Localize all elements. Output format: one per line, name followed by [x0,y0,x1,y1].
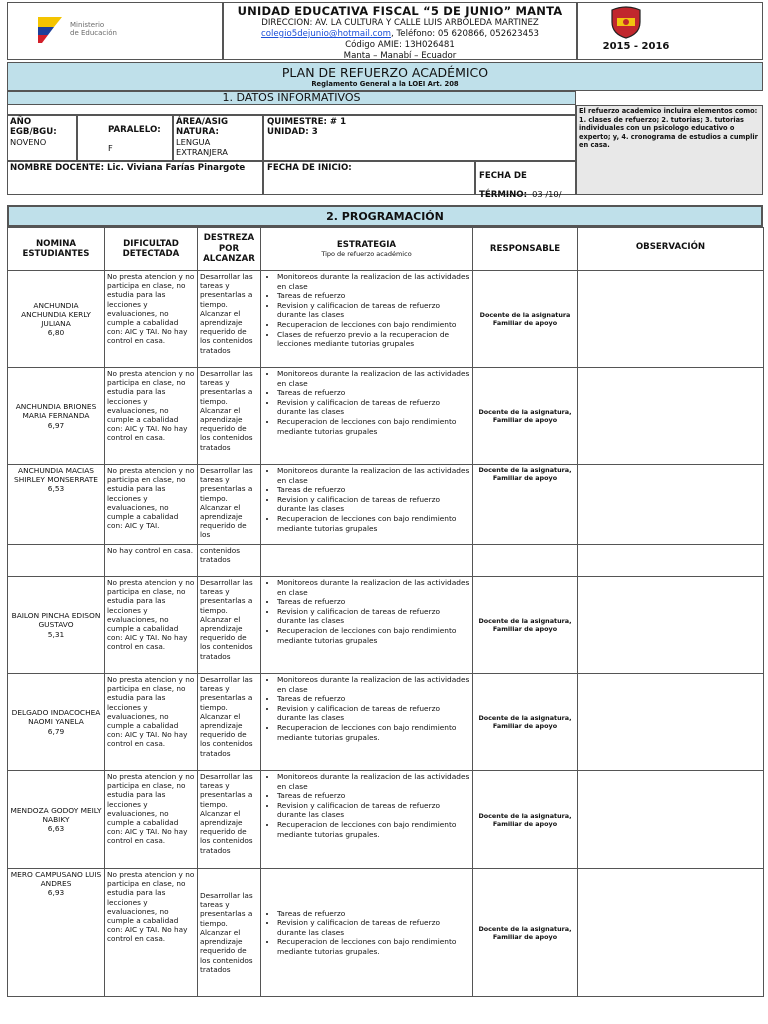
dificultad-cell: No presta atencion y no participa en clase, no estudia para las lecciones y evaluaciones, no cumple a cabalidad con: AIC y TAI. No hay control en casa. [105,771,198,869]
destreza-cell: Desarrollar las tareas y presentarlas a tiempo. Alcanzar el aprendizaje requerido de los contenidos tratados [198,368,261,465]
estrategia-item: • Recuperacion de lecciones con bajo rendimiento mediante tutorias grupales [277,626,470,645]
school-contact: colegio5dejunio@hotmail.com, Teléfono: 05 620866, 052623453 [260,29,540,39]
estrategia-item: • Monitoreos durante la realizacion de las actividades en clase [277,272,470,291]
estrategia-list [263,272,470,349]
estrategia-item: • Recuperacion de lecciones con bajo rendimiento mediante tutorias grupales. [277,723,470,742]
estrategia-cell [261,869,473,997]
area-cell: ÁREA/ASIG NATURA: LENGUA EXTRANJERA [173,115,263,161]
section-2-title: 2. PROGRAMACIÓN [7,205,763,227]
observacion-cell [578,674,764,771]
col-destreza: DESTREZA POR ALCANZAR [198,228,261,271]
col-responsable: RESPONSABLE [473,228,578,271]
inicio-cell: FECHA DE INICIO: [263,161,475,195]
col-observacion: OBSERVACIÓN [578,228,764,271]
estrategia-list [263,675,470,742]
plan-title: PLAN DE REFUERZO ACADÉMICO [281,65,489,80]
estrategia-item: • Tareas de refuerzo [277,791,470,801]
ministry-logo-text: Ministerio de Educación [70,21,117,37]
observacion-cell [578,771,764,869]
student-grade: 6,93 [47,888,65,898]
estrategia-item: • Tareas de refuerzo [277,485,470,495]
destreza-cell: Desarrollar las tareas y presentarlas a tiempo. Alcanzar el aprendizaje requerido de los contenidos tratados [198,674,261,771]
responsable-cell: Docente de la asignatura, Familiar de apoyo [473,465,578,545]
header-logo-cell [7,2,223,60]
observacion-cell [578,869,764,997]
estrategia-item: • Tareas de refuerzo [277,388,470,398]
dificultad-cell: No presta atencion y no participa en clase, no estudia para las lecciones y evaluaciones, no cumple a cabalidad con: AIC y TAI. No hay control en casa. [105,869,198,997]
observacion-cell [578,271,764,368]
estrategia-item: • Recuperacion de lecciones con bajo rendimiento mediante tutorias grupales. [277,820,470,839]
dificultad-cell: No presta atencion y no participa en clase, no estudia para las lecciones y evaluaciones, no cumple a cabalidad con: AIC y TAI. No hay control en casa. [105,577,198,674]
table-row [8,577,764,674]
destreza-cell: contenidos tratados [198,545,261,577]
estrategia-item: • Monitoreos durante la realizacion de las actividades en clase [277,466,470,485]
observacion-cell [578,545,764,577]
estrategia-item: • Monitoreos durante la realizacion de las actividades en clase [277,772,470,791]
estrategia-cell [261,465,473,545]
estrategia-item: • Recuperacion de lecciones con bajo rendimiento [277,320,470,330]
student-grade: 6,79 [47,726,65,736]
table-row [8,545,764,577]
responsable-cell [473,545,578,577]
header-year-cell [577,2,763,60]
spacer-row [7,105,576,115]
student-cell [8,674,105,771]
student-name: ANCHUNDIA MACIAS SHIRLEY MONSERRATE [14,466,98,485]
observacion-cell [578,368,764,465]
estrategia-item: • Revision y calificacion de tareas de refuerzo durante las clases [277,301,470,320]
destreza-cell: Desarrollar las tareas y presentarlas a tiempo. Alcanzar el aprendizaje requerido de los [198,465,261,545]
dificultad-cell: No presta atencion y no participa en clase, no estudia para las lecciones y evaluaciones, no cumple a cabalidad con: AIC y TAI. [105,465,198,545]
estrategia-cell [261,271,473,368]
table-row [8,771,764,869]
student-name: MENDOZA GODOY MEILY NABIKY [10,805,102,824]
plan-title-band [7,62,763,91]
estrategia-item: • Tareas de refuerzo [277,291,470,301]
school-name: UNIDAD EDUCATIVA FISCAL “5 DE JUNIO” MANTA [237,4,563,18]
estrategia-list [263,466,470,533]
estrategia-item: • Revision y calificacion de tareas de refuerzo durante las clases [277,704,470,723]
estrategia-item: • Clases de refuerzo previo a la recuperacion de lecciones mediante tutorias grupales [277,330,470,349]
estrategia-item: • Tareas de refuerzo [277,694,470,704]
email-link[interactable]: colegio5dejunio@hotmail.com [260,29,392,39]
quimestre-cell: QUIMESTRE: # 1 UNIDAD: 3 [263,115,576,161]
estrategia-item: • Tareas de refuerzo [277,597,470,607]
ecuador-flag-icon [36,15,66,47]
plan-subtitle: Reglamento General a la LOEI Art. 208 [311,80,459,88]
responsable-cell: Docente de la asignatura, Familiar de apoyo [473,771,578,869]
student-grade: 6,63 [47,824,65,834]
col-nomina: NOMINA ESTUDIANTES [8,228,105,271]
dificultad-cell: No presta atencion y no participa en clase, no estudia para las lecciones y evaluaciones, no cumple a cabalidad con: AIC y TAI. No hay control en casa. [105,271,198,368]
destreza-cell: Desarrollar las tareas y presentarlas a tiempo. Alcanzar el aprendizaje requerido de los contenidos tratados [198,771,261,869]
table-row [8,869,764,997]
table-header-row [8,228,764,271]
destreza-cell: Desarrollar las tareas y presentarlas a tiempo. Alcanzar el aprendizaje requerido de los contenidos tratados [198,577,261,674]
termino-cell: FECHA DE TÉRMINO: 03 /10/ [475,161,576,195]
estrategia-item: • Monitoreos durante la realizacion de las actividades en clase [277,675,470,694]
observacion-cell [578,465,764,545]
student-cell [8,545,105,577]
refuerzo-note: El refuerzo academico incluira elementos como: 1. clases de refuerzo; 2. tutorias; 3. tutorias individuales con un psicologo educativo o experto; y, 4. cronograma de estudios a cumplir en casa. [576,105,763,195]
student-cell [8,368,105,465]
school-address: DIRECCION: AV. LA CULTURA Y CALLE LUIS ARBOLEDA MARTINEZ [261,18,539,28]
observacion-cell [578,577,764,674]
datos-grid [7,105,763,200]
student-grade: 6,97 [47,420,65,430]
school-location: Manta – Manabí – Ecuador [343,51,457,61]
header-school-info [223,2,577,60]
estrategia-item: • Revision y calificacion de tareas de refuerzo durante las clases [277,801,470,820]
student-name: ANCHUNDIA BRIONES MARIA FERNANDA [15,402,97,421]
estrategia-list [263,578,470,645]
dificultad-cell: No hay control en casa. [105,545,198,577]
estrategia-list [263,369,470,436]
school-crest-icon [608,6,644,40]
responsable-cell: Docente de la asignatura, Familiar de apoyo [473,368,578,465]
estrategia-cell [261,545,473,577]
student-cell [8,577,105,674]
student-cell [8,771,105,869]
programacion-body [8,271,764,997]
estrategia-cell [261,577,473,674]
estrategia-cell [261,368,473,465]
estrategia-item: • Monitoreos durante la realizacion de las actividades en clase [277,369,470,388]
student-cell [8,869,105,997]
estrategia-item: • Revision y calificacion de tareas de refuerzo durante las clases [277,918,470,937]
col-estrategia: ESTRATEGIA Tipo de refuerzo académico [261,228,473,271]
school-year: 2015 - 2016 [602,41,670,52]
estrategia-item: • Revision y calificacion de tareas de refuerzo durante las clases [277,495,470,514]
destreza-cell: Desarrollar las tareas y presentarlas a tiempo. Alcanzar el aprendizaje requerido de los contenidos tratados [198,869,261,997]
estrategia-item: • Monitoreos durante la realizacion de las actividades en clase [277,578,470,597]
estrategia-item: • Tareas de refuerzo [277,909,470,919]
student-name: BAILON PINCHA EDISON GUSTAVO [11,611,101,630]
docente-cell: NOMBRE DOCENTE: Lic. Viviana Farías Pinargote [7,161,263,195]
estrategia-item: • Recuperacion de lecciones con bajo rendimiento mediante tutorias grupales [277,417,470,436]
student-grade: 6,53 [47,484,65,494]
anio-cell: AÑO EGB/BGU: NOVENO [7,115,77,161]
paralelo-cell: PARALELO: F [77,115,173,161]
estrategia-item: • Revision y calificacion de tareas de refuerzo durante las clases [277,607,470,626]
student-name: MERO CAMPUSANO LUIS ANDRES [10,870,102,889]
estrategia-item: • Revision y calificacion de tareas de refuerzo durante las clases [277,398,470,417]
school-amie: Código AMIE: 13H026481 [345,40,455,50]
table-row [8,465,764,545]
table-row [8,271,764,368]
programacion-table [7,227,764,997]
responsable-cell: Docente de la asignatura, Familiar de apoyo [473,577,578,674]
dificultad-cell: No presta atencion y no participa en clase, no estudia para las lecciones y evaluaciones, no cumple a cabalidad con: AIC y TAI. No hay control en casa. [105,368,198,465]
responsable-cell: Docente de la asignatura, Familiar de apoyo [473,869,578,997]
estrategia-item: • Recuperacion de lecciones con bajo rendimiento mediante tutorias grupales. [277,937,470,956]
col-dificultad: DIFICULTAD DETECTADA [105,228,198,271]
estrategia-list [263,772,470,839]
responsable-cell: Docente de la asignatura, Familiar de apoyo [473,674,578,771]
dificultad-cell: No presta atencion y no participa en clase, no estudia para las lecciones y evaluaciones, no cumple a cabalidad con: AIC y TAI. No hay control en casa. [105,674,198,771]
estrategia-cell [261,771,473,869]
student-name: ANCHUNDIA ANCHUNDIA KERLY JULIANA [21,300,91,328]
student-grade: 6,80 [47,328,65,338]
student-cell [8,271,105,368]
table-row [8,368,764,465]
responsable-cell: Docente de la asignatura Familiar de apoyo [473,271,578,368]
estrategia-cell [261,674,473,771]
estrategia-item: • Recuperacion de lecciones con bajo rendimiento mediante tutorias grupales [277,514,470,533]
student-name: DELGADO INDACOCHEA NAOMI YANELA [11,708,101,727]
student-cell [8,465,105,545]
student-grade: 5,31 [47,629,65,639]
destreza-cell: Desarrollar las tareas y presentarlas a tiempo. Alcanzar el aprendizaje requerido de los contenidos tratados [198,271,261,368]
estrategia-list [263,909,470,957]
section-1-title: 1. DATOS INFORMATIVOS [7,91,576,105]
table-row [8,674,764,771]
